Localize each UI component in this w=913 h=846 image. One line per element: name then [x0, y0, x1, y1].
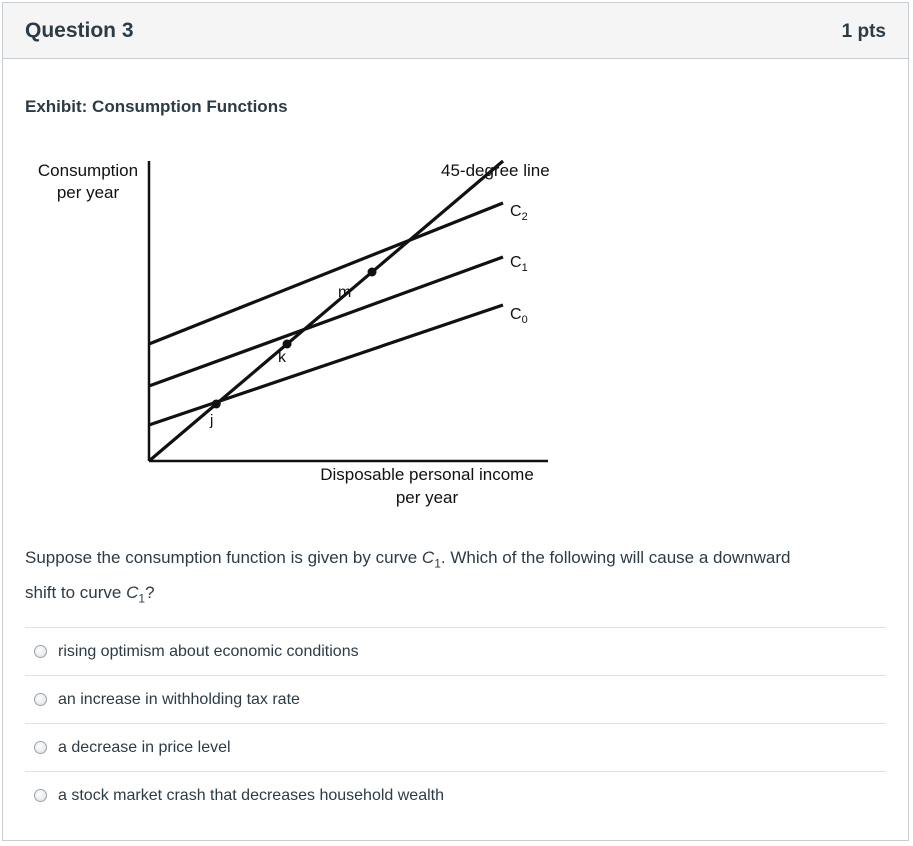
answer-label: rising optimism about economic conditions — [58, 642, 359, 660]
question-header — [3, 3, 908, 59]
question-title: Question 3 — [25, 19, 134, 42]
c0-label: $C_0$ — [510, 306, 528, 326]
x-axis-label-line2: per year — [395, 488, 459, 507]
c1-label: $C_1$ — [510, 254, 528, 274]
question-card — [2, 2, 909, 841]
answer-label: an increase in withholding tax rate — [58, 690, 300, 708]
answer-option-2[interactable] — [25, 675, 886, 723]
answer-option-3[interactable] — [25, 723, 886, 771]
answer-label: a stock market crash that decreases household wealth — [58, 786, 444, 804]
y-axis-label-line2: per year — [56, 183, 120, 202]
x-axis-label-line1: Disposable personal income — [320, 465, 534, 484]
answer-option-4[interactable] — [25, 771, 886, 819]
point-j — [212, 400, 221, 409]
radio-button-icon[interactable] — [34, 693, 47, 706]
radio-button-icon[interactable] — [34, 789, 47, 802]
exhibit-title: Exhibit: Consumption Functions — [25, 97, 288, 116]
point-j-label: j — [210, 412, 214, 429]
forty-five-degree-label: 45-degree line — [441, 161, 550, 180]
point-m-label: m — [338, 284, 352, 301]
radio-button-icon[interactable] — [34, 645, 47, 658]
question-text: Suppose the consumption function is given by curve $C_1$. Which of the following will cause a downward shift to curve $C_1$? — [25, 548, 791, 606]
radio-button-icon[interactable] — [34, 741, 47, 754]
y-axis-label-line1: Consumption — [37, 161, 139, 180]
c2-label: $C_2$ — [510, 203, 528, 223]
point-m — [368, 268, 377, 277]
answer-option-1[interactable] — [25, 627, 886, 675]
point-k — [283, 340, 292, 349]
answer-list — [25, 627, 886, 819]
forty-five-degree-line — [149, 161, 503, 461]
answer-label: a decrease in price level — [58, 738, 231, 756]
question-points: 1 pts — [841, 21, 886, 42]
consumption-chart — [3, 143, 603, 523]
point-k-label: k — [278, 349, 286, 366]
